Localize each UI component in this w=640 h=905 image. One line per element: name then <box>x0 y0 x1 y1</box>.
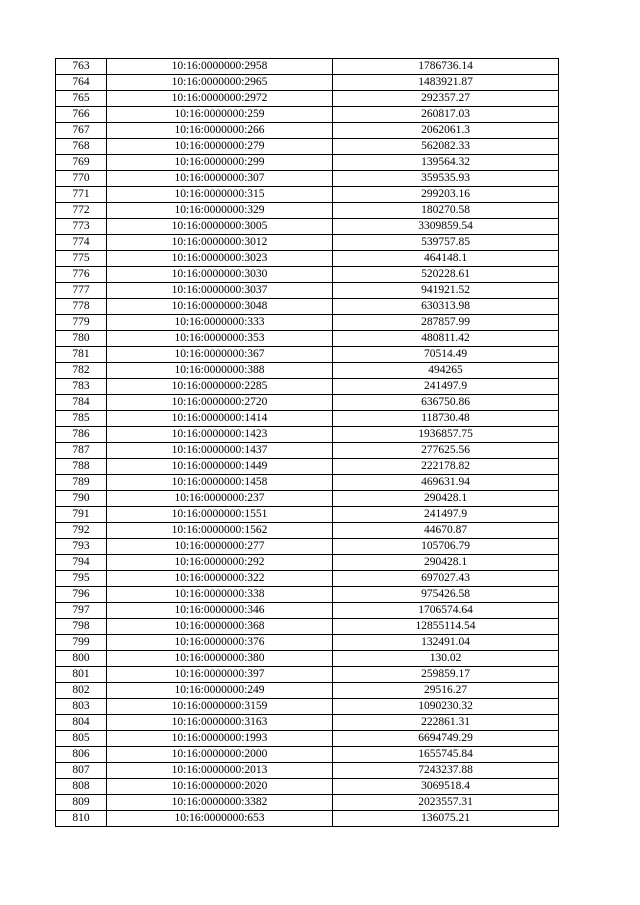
row-number-cell: 774 <box>56 235 107 251</box>
table-row <box>56 539 559 555</box>
cadastral-number-cell: 10:16:0000000:279 <box>107 139 333 155</box>
value-cell: 29516.27 <box>333 683 559 699</box>
cadastral-number-cell: 10:16:0000000:3037 <box>107 283 333 299</box>
value-cell: 130.02 <box>333 651 559 667</box>
table-row <box>56 251 559 267</box>
row-number-cell: 764 <box>56 75 107 91</box>
table-body <box>56 59 559 827</box>
cadastral-number-cell: 10:16:0000000:259 <box>107 107 333 123</box>
row-number-cell: 791 <box>56 507 107 523</box>
table-row <box>56 171 559 187</box>
value-cell: 1706574.64 <box>333 603 559 619</box>
table-row <box>56 475 559 491</box>
value-cell: 241497.9 <box>333 507 559 523</box>
value-cell: 636750.86 <box>333 395 559 411</box>
value-cell: 464148.1 <box>333 251 559 267</box>
cadastral-number-cell: 10:16:0000000:322 <box>107 571 333 587</box>
value-cell: 941921.52 <box>333 283 559 299</box>
row-number-cell: 789 <box>56 475 107 491</box>
table-row <box>56 107 559 123</box>
cadastral-number-cell: 10:16:0000000:1458 <box>107 475 333 491</box>
value-cell: 1090230.32 <box>333 699 559 715</box>
value-cell: 292357.27 <box>333 91 559 107</box>
value-cell: 1936857.75 <box>333 427 559 443</box>
value-cell: 2062061.3 <box>333 123 559 139</box>
value-cell: 2023557.31 <box>333 795 559 811</box>
value-cell: 290428.1 <box>333 555 559 571</box>
cadastral-number-cell: 10:16:0000000:2958 <box>107 59 333 75</box>
row-number-cell: 803 <box>56 699 107 715</box>
table-row <box>56 587 559 603</box>
cadastral-number-cell: 10:16:0000000:388 <box>107 363 333 379</box>
cadastral-number-cell: 10:16:0000000:3023 <box>107 251 333 267</box>
row-number-cell: 784 <box>56 395 107 411</box>
value-cell: 520228.61 <box>333 267 559 283</box>
row-number-cell: 768 <box>56 139 107 155</box>
table-row <box>56 91 559 107</box>
row-number-cell: 772 <box>56 203 107 219</box>
value-cell: 260817.03 <box>333 107 559 123</box>
table-row <box>56 203 559 219</box>
table-row <box>56 555 559 571</box>
row-number-cell: 780 <box>56 331 107 347</box>
row-number-cell: 773 <box>56 219 107 235</box>
table-row <box>56 299 559 315</box>
table-row <box>56 779 559 795</box>
row-number-cell: 763 <box>56 59 107 75</box>
value-cell: 469631.94 <box>333 475 559 491</box>
cadastral-number-cell: 10:16:0000000:3048 <box>107 299 333 315</box>
row-number-cell: 769 <box>56 155 107 171</box>
value-cell: 241497.9 <box>333 379 559 395</box>
value-cell: 6694749.29 <box>333 731 559 747</box>
table-row <box>56 619 559 635</box>
cadastral-number-cell: 10:16:0000000:1993 <box>107 731 333 747</box>
cadastral-number-cell: 10:16:0000000:3163 <box>107 715 333 731</box>
cadastral-number-cell: 10:16:0000000:249 <box>107 683 333 699</box>
cadastral-number-cell: 10:16:0000000:1551 <box>107 507 333 523</box>
table-row <box>56 411 559 427</box>
row-number-cell: 809 <box>56 795 107 811</box>
table-row <box>56 331 559 347</box>
row-number-cell: 783 <box>56 379 107 395</box>
row-number-cell: 807 <box>56 763 107 779</box>
value-cell: 697027.43 <box>333 571 559 587</box>
table-row <box>56 763 559 779</box>
table-row <box>56 651 559 667</box>
row-number-cell: 808 <box>56 779 107 795</box>
table-row <box>56 731 559 747</box>
value-cell: 3069518.4 <box>333 779 559 795</box>
value-cell: 222861.31 <box>333 715 559 731</box>
value-cell: 494265 <box>333 363 559 379</box>
cadastral-number-cell: 10:16:0000000:3030 <box>107 267 333 283</box>
value-cell: 277625.56 <box>333 443 559 459</box>
row-number-cell: 804 <box>56 715 107 731</box>
value-cell: 480811.42 <box>333 331 559 347</box>
cadastral-number-cell: 10:16:0000000:2972 <box>107 91 333 107</box>
table-row <box>56 795 559 811</box>
row-number-cell: 801 <box>56 667 107 683</box>
row-number-cell: 777 <box>56 283 107 299</box>
table-row <box>56 75 559 91</box>
value-cell: 44670.87 <box>333 523 559 539</box>
row-number-cell: 802 <box>56 683 107 699</box>
value-cell: 630313.98 <box>333 299 559 315</box>
table-row <box>56 443 559 459</box>
table-row <box>56 155 559 171</box>
data-table <box>55 58 559 827</box>
row-number-cell: 806 <box>56 747 107 763</box>
cadastral-number-cell: 10:16:0000000:2020 <box>107 779 333 795</box>
cadastral-number-cell: 10:16:0000000:3159 <box>107 699 333 715</box>
table-row <box>56 459 559 475</box>
value-cell: 180270.58 <box>333 203 559 219</box>
table-row <box>56 379 559 395</box>
row-number-cell: 792 <box>56 523 107 539</box>
table-row <box>56 747 559 763</box>
value-cell: 299203.16 <box>333 187 559 203</box>
table-row <box>56 219 559 235</box>
cadastral-number-cell: 10:16:0000000:380 <box>107 651 333 667</box>
row-number-cell: 782 <box>56 363 107 379</box>
row-number-cell: 799 <box>56 635 107 651</box>
value-cell: 562082.33 <box>333 139 559 155</box>
row-number-cell: 797 <box>56 603 107 619</box>
table-row <box>56 235 559 251</box>
row-number-cell: 779 <box>56 315 107 331</box>
value-cell: 132491.04 <box>333 635 559 651</box>
row-number-cell: 794 <box>56 555 107 571</box>
row-number-cell: 790 <box>56 491 107 507</box>
cadastral-number-cell: 10:16:0000000:338 <box>107 587 333 603</box>
row-number-cell: 788 <box>56 459 107 475</box>
cadastral-number-cell: 10:16:0000000:237 <box>107 491 333 507</box>
row-number-cell: 767 <box>56 123 107 139</box>
cadastral-number-cell: 10:16:0000000:266 <box>107 123 333 139</box>
cadastral-number-cell: 10:16:0000000:333 <box>107 315 333 331</box>
value-cell: 290428.1 <box>333 491 559 507</box>
table-row <box>56 139 559 155</box>
cadastral-number-cell: 10:16:0000000:3382 <box>107 795 333 811</box>
cadastral-number-cell: 10:16:0000000:329 <box>107 203 333 219</box>
value-cell: 70514.49 <box>333 347 559 363</box>
cadastral-number-cell: 10:16:0000000:2000 <box>107 747 333 763</box>
row-number-cell: 795 <box>56 571 107 587</box>
table-row <box>56 123 559 139</box>
value-cell: 1655745.84 <box>333 747 559 763</box>
table-row <box>56 315 559 331</box>
value-cell: 12855114.54 <box>333 619 559 635</box>
row-number-cell: 766 <box>56 107 107 123</box>
table-row <box>56 187 559 203</box>
cadastral-number-cell: 10:16:0000000:2965 <box>107 75 333 91</box>
row-number-cell: 781 <box>56 347 107 363</box>
value-cell: 1483921.87 <box>333 75 559 91</box>
table-row <box>56 267 559 283</box>
value-cell: 105706.79 <box>333 539 559 555</box>
row-number-cell: 787 <box>56 443 107 459</box>
cadastral-number-cell: 10:16:0000000:307 <box>107 171 333 187</box>
table-row <box>56 635 559 651</box>
cadastral-number-cell: 10:16:0000000:1414 <box>107 411 333 427</box>
value-cell: 139564.32 <box>333 155 559 171</box>
cadastral-number-cell: 10:16:0000000:277 <box>107 539 333 555</box>
row-number-cell: 776 <box>56 267 107 283</box>
row-number-cell: 798 <box>56 619 107 635</box>
table-row <box>56 347 559 363</box>
table-row <box>56 491 559 507</box>
cadastral-number-cell: 10:16:0000000:353 <box>107 331 333 347</box>
row-number-cell: 778 <box>56 299 107 315</box>
value-cell: 118730.48 <box>333 411 559 427</box>
cadastral-number-cell: 10:16:0000000:653 <box>107 811 333 827</box>
value-cell: 7243237.88 <box>333 763 559 779</box>
value-cell: 975426.58 <box>333 587 559 603</box>
table-row <box>56 507 559 523</box>
cadastral-number-cell: 10:16:0000000:367 <box>107 347 333 363</box>
row-number-cell: 796 <box>56 587 107 603</box>
cadastral-number-cell: 10:16:0000000:346 <box>107 603 333 619</box>
table-row <box>56 683 559 699</box>
cadastral-number-cell: 10:16:0000000:3005 <box>107 219 333 235</box>
table-row <box>56 427 559 443</box>
table-row <box>56 699 559 715</box>
value-cell: 359535.93 <box>333 171 559 187</box>
value-cell: 539757.85 <box>333 235 559 251</box>
table-row <box>56 395 559 411</box>
value-cell: 1786736.14 <box>333 59 559 75</box>
cadastral-number-cell: 10:16:0000000:1449 <box>107 459 333 475</box>
row-number-cell: 800 <box>56 651 107 667</box>
cadastral-number-cell: 10:16:0000000:315 <box>107 187 333 203</box>
value-cell: 222178.82 <box>333 459 559 475</box>
table-row <box>56 603 559 619</box>
cadastral-number-cell: 10:16:0000000:299 <box>107 155 333 171</box>
row-number-cell: 775 <box>56 251 107 267</box>
cadastral-number-cell: 10:16:0000000:1423 <box>107 427 333 443</box>
row-number-cell: 810 <box>56 811 107 827</box>
table-row <box>56 715 559 731</box>
value-cell: 3309859.54 <box>333 219 559 235</box>
value-cell: 136075.21 <box>333 811 559 827</box>
row-number-cell: 785 <box>56 411 107 427</box>
cadastral-number-cell: 10:16:0000000:292 <box>107 555 333 571</box>
table-row <box>56 59 559 75</box>
cadastral-number-cell: 10:16:0000000:376 <box>107 635 333 651</box>
cadastral-number-cell: 10:16:0000000:1437 <box>107 443 333 459</box>
value-cell: 259859.17 <box>333 667 559 683</box>
row-number-cell: 805 <box>56 731 107 747</box>
table-row <box>56 363 559 379</box>
row-number-cell: 771 <box>56 187 107 203</box>
table-row <box>56 571 559 587</box>
cadastral-number-cell: 10:16:0000000:368 <box>107 619 333 635</box>
value-cell: 287857.99 <box>333 315 559 331</box>
row-number-cell: 793 <box>56 539 107 555</box>
cadastral-number-cell: 10:16:0000000:3012 <box>107 235 333 251</box>
cadastral-number-cell: 10:16:0000000:397 <box>107 667 333 683</box>
cadastral-number-cell: 10:16:0000000:2285 <box>107 379 333 395</box>
table-row <box>56 523 559 539</box>
table-row <box>56 667 559 683</box>
cadastral-number-cell: 10:16:0000000:2013 <box>107 763 333 779</box>
table-row <box>56 283 559 299</box>
row-number-cell: 770 <box>56 171 107 187</box>
cadastral-number-cell: 10:16:0000000:1562 <box>107 523 333 539</box>
table-row <box>56 811 559 827</box>
row-number-cell: 786 <box>56 427 107 443</box>
row-number-cell: 765 <box>56 91 107 107</box>
cadastral-number-cell: 10:16:0000000:2720 <box>107 395 333 411</box>
